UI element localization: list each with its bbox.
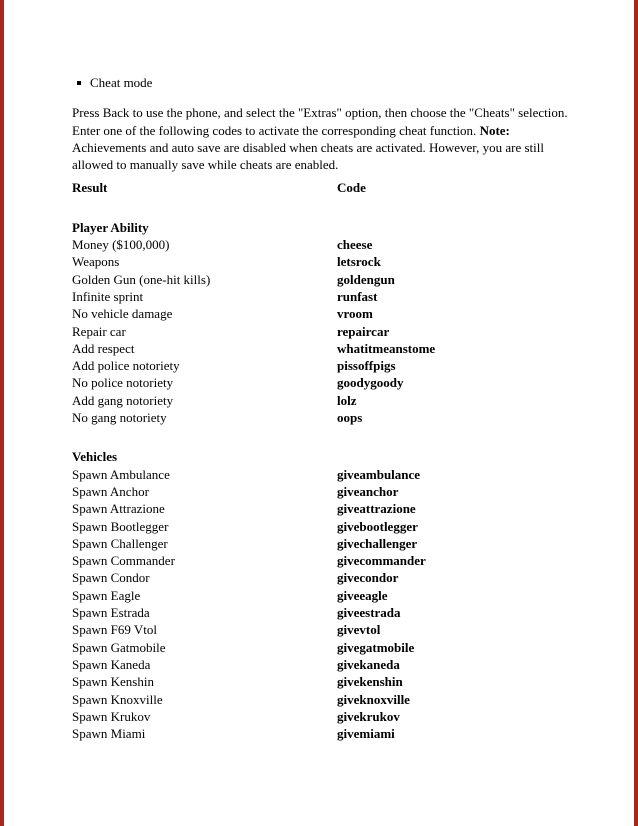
cheat-result: Infinite sprint	[72, 288, 144, 304]
cheat-result: Money ($100,000)	[72, 237, 170, 253]
cheat-code: vroom	[337, 306, 373, 322]
column-header-result: Result	[72, 180, 108, 196]
cheat-row	[72, 518, 614, 535]
cheat-result: Spawn Anchor	[72, 483, 149, 499]
cheat-row	[72, 500, 614, 517]
cheat-result: Spawn Commander	[72, 553, 175, 569]
cheat-row	[72, 357, 614, 374]
cheat-row	[72, 639, 614, 656]
cheat-code: givechallenger	[337, 535, 418, 551]
intro-line: allowed to manually save while cheats are enabled.	[72, 157, 339, 173]
cheat-result: Repair car	[72, 323, 126, 339]
cheat-row	[72, 305, 614, 322]
cheat-result: No police notoriety	[72, 375, 174, 391]
cheat-code: pissoffpigs	[337, 358, 396, 374]
cheat-result: Spawn F69 Vtol	[72, 622, 157, 638]
cheat-code: oops	[337, 410, 363, 426]
cheat-row	[72, 340, 614, 357]
cheat-row	[72, 236, 614, 253]
cheat-row	[72, 483, 614, 500]
cheat-table	[72, 219, 614, 743]
cheat-result: Spawn Eagle	[72, 587, 141, 603]
cheat-row	[72, 569, 614, 586]
cheat-result: Spawn Knoxville	[72, 691, 163, 707]
cheat-row	[72, 323, 614, 340]
cheat-code: givegatmobile	[337, 639, 415, 655]
intro-line: Achievements and auto save are disabled when cheats are activated. However, you are still	[72, 139, 544, 155]
cheat-result: No vehicle damage	[72, 306, 173, 322]
cheat-result: Spawn Gatmobile	[72, 639, 166, 655]
cheat-result: Spawn Challenger	[72, 535, 168, 551]
cheat-code: cheese	[337, 237, 373, 253]
cheat-code: letsrock	[337, 254, 381, 270]
cheat-code: lolz	[337, 392, 357, 408]
cheat-row	[72, 271, 614, 288]
cheat-row	[72, 466, 614, 483]
bullet-item-cheat-mode	[77, 74, 614, 91]
cheat-result: Add gang notoriety	[72, 392, 174, 408]
cheat-row	[72, 656, 614, 673]
cheat-row	[72, 288, 614, 305]
cheat-row	[72, 374, 614, 391]
cheat-code: goldengun	[337, 271, 395, 287]
cheat-row	[72, 604, 614, 621]
cheat-code: givevtol	[337, 622, 381, 638]
cheat-result: No gang notoriety	[72, 410, 167, 426]
cheat-row	[72, 552, 614, 569]
cheat-result: Spawn Kenshin	[72, 674, 154, 690]
section-title: Player Ability	[72, 219, 149, 235]
cheat-code: runfast	[337, 288, 378, 304]
cheat-result: Spawn Krukov	[72, 708, 151, 724]
cheat-row	[72, 708, 614, 725]
cheat-result: Add police notoriety	[72, 358, 180, 374]
cheat-code: whatitmeanstome	[337, 340, 436, 356]
cheat-code: giveambulance	[337, 466, 421, 482]
cheat-row	[72, 253, 614, 270]
cheat-result: Weapons	[72, 254, 120, 270]
section-title: Vehicles	[72, 449, 118, 465]
cheat-code: giveknoxville	[337, 691, 410, 707]
cheat-result: Spawn Bootlegger	[72, 518, 169, 534]
cheat-code: givemiami	[337, 726, 395, 742]
cheat-code: givekaneda	[337, 656, 400, 672]
intro-paragraph	[72, 104, 614, 173]
cheat-result: Golden Gun (one-hit kills)	[72, 271, 211, 287]
cheat-row	[72, 691, 614, 708]
cheat-row	[72, 587, 614, 604]
cheat-code: givekenshin	[337, 674, 403, 690]
cheat-row	[72, 725, 614, 742]
cheat-code: givekrukov	[337, 708, 400, 724]
cheat-code: giveestrada	[337, 605, 401, 621]
cheat-result: Spawn Attrazione	[72, 501, 165, 517]
intro-line: Enter one of the following codes to activate the corresponding cheat function. Note:	[72, 122, 510, 138]
cheat-code: giveeagle	[337, 587, 388, 603]
cheat-code: giveanchor	[337, 483, 399, 499]
cheat-code: repaircar	[337, 323, 390, 339]
square-bullet-icon	[77, 81, 81, 85]
table-header-row	[72, 179, 614, 196]
cheat-row	[72, 673, 614, 690]
cheat-result: Spawn Kaneda	[72, 656, 151, 672]
cheat-result: Add respect	[72, 340, 135, 356]
cheat-result: Spawn Miami	[72, 726, 146, 742]
bullet-item-label: Cheat mode	[90, 75, 153, 90]
cheat-code: goodygoody	[337, 375, 404, 391]
cheat-result: Spawn Condor	[72, 570, 150, 586]
intro-line: Press Back to use the phone, and select the "Extras" option, then choose the "Cheats" selection.	[72, 105, 568, 121]
cheat-code: givecommander	[337, 553, 426, 569]
cheat-row	[72, 392, 614, 409]
cheat-row	[72, 409, 614, 426]
cheat-code: givecondor	[337, 570, 399, 586]
cheat-row	[72, 621, 614, 638]
note-label: Note:	[479, 122, 510, 138]
cheat-row	[72, 535, 614, 552]
cheat-code: givebootlegger	[337, 518, 418, 534]
cheat-result: Spawn Ambulance	[72, 466, 170, 482]
cheat-code: giveattrazione	[337, 501, 416, 517]
cheat-result: Spawn Estrada	[72, 605, 150, 621]
column-header-code: Code	[337, 180, 366, 196]
